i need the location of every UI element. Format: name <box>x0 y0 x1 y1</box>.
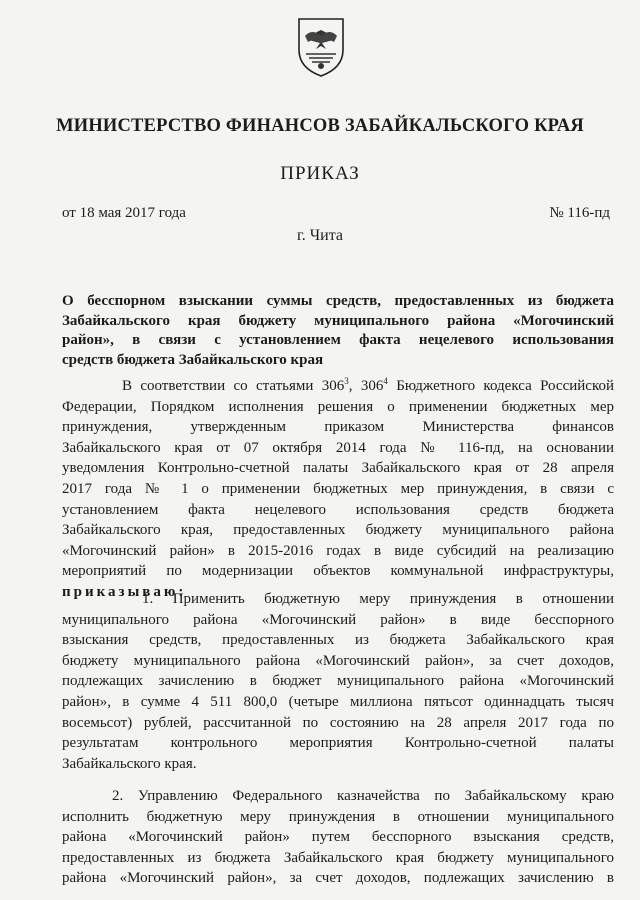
intro-line: мероприятий по модернизации объектов коммунальной инфраструктуры, <box>62 563 614 580</box>
item-line: района «Могочинский район» путем бесспорного взыскания средств, <box>62 829 614 846</box>
subject-line: средств бюджета Забайкальского края <box>62 351 324 368</box>
item-line: восемьсот) рублей, рассчитанной по состоянию на 28 апреля 2017 года по <box>62 714 614 731</box>
coat-of-arms-emblem <box>296 16 346 78</box>
intro-line: Забайкальского края от 07 октября 2014 года № 116-пд, на основании <box>62 439 614 456</box>
text-fragment: Бюджетного кодекса Российской <box>387 378 614 394</box>
orders-keyword: приказываю: <box>62 583 187 600</box>
item-line: бюджету муниципального района «Могочинский район», за счет доходов, <box>62 652 614 669</box>
city: г. Чита <box>296 227 343 244</box>
item-line: 2. Управлению Федерального казначейства по Забайкальскому краю <box>112 788 614 804</box>
item-line: взыскания средств, предоставленных из бюджета Забайкальского края <box>62 632 614 649</box>
item-line: Забайкальского края. <box>62 755 197 772</box>
intro-line: принуждения, утвержденным приказом Министерства финансов <box>62 419 614 436</box>
item-line: муниципального района «Могочинский район» в виде бесспорного <box>62 611 614 628</box>
intro-line: Забайкальского края, предоставленных бюджету муниципального района <box>62 522 614 539</box>
intro-line: установлением факта нецелевого использования средств бюджета <box>62 501 614 518</box>
item-line: 1. Применить бюджетную меру принуждения в отношении <box>142 591 614 607</box>
intro-line: уведомления Контрольно-счетной палаты Забайкальского края от 28 апреля <box>62 460 614 477</box>
item-1-paragraph <box>62 589 614 774</box>
intro-line: Федерации, Порядком исполнения решения о применении бюджетных мер <box>62 398 614 415</box>
intro-line: 2017 года № 1 о применении бюджетных мер принуждения, в связи с <box>62 480 614 497</box>
item-line: района «Могочинский район», за счет доходов, подлежащих зачислению в <box>62 870 614 887</box>
text-fragment: , 306 <box>348 378 384 394</box>
item-line: предоставленных из бюджета Забайкальского края бюджету муниципального <box>62 849 614 866</box>
text-fragment: В соответствии со статьями 306 <box>122 378 345 394</box>
item-line: исполнить бюджетную меру принуждения в отношении муниципального <box>62 808 614 825</box>
subject-line: Забайкальского края бюджету муниципального района «Могочинский <box>62 312 614 329</box>
superscript: 4 <box>383 376 388 386</box>
subject-line: О бесспорном взыскании суммы средств, предоставленных из бюджета <box>62 293 614 309</box>
document-type: ПРИКАЗ <box>280 163 360 184</box>
order-subject <box>62 292 614 370</box>
item-2-paragraph <box>62 786 614 889</box>
superscript: 3 <box>344 376 349 386</box>
item-line: район», в сумме 4 511 800,0 (четыре миллиона пятьсот одиннадцать тысяч <box>62 693 614 710</box>
intro-paragraph <box>62 376 614 603</box>
intro-line: «Могочинский район» в 2015-2016 годах в виде субсидий на реализацию <box>62 542 614 559</box>
order-date: от 18 мая 2017 года <box>62 205 186 221</box>
subject-line: район», в связи с установлением факта нецелевого использования <box>62 332 614 348</box>
order-number: № 116-пд <box>549 205 610 221</box>
item-line: подлежащих зачислению в бюджет муниципального района «Могочинский <box>62 673 614 690</box>
intro-first-line <box>62 376 614 397</box>
ministry-name: МИНИСТЕРСТВО ФИНАНСОВ ЗАБАЙКАЛЬСКОГО КРАЯ <box>56 116 584 136</box>
item-line: результатам контрольного мероприятия Контрольно-счетной палаты <box>62 735 614 752</box>
